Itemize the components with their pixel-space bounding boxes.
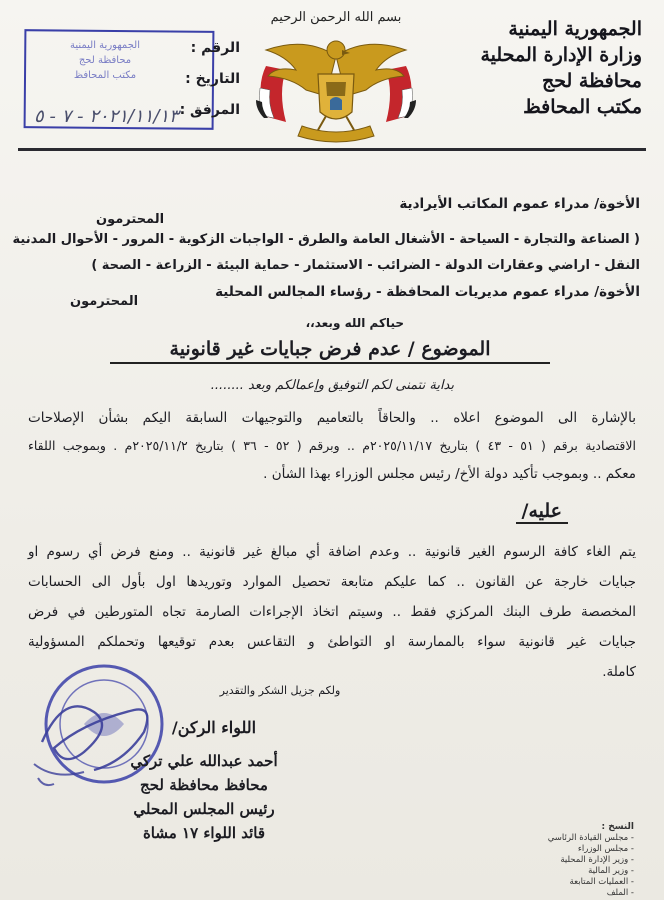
- copy-item: - مجلس الوزراء: [577, 844, 634, 854]
- stamp-line-3: مكتب المحافظ: [73, 70, 137, 81]
- addressee-line-1: [20, 196, 640, 212]
- therefore-heading: عليه/: [516, 500, 569, 524]
- paragraph-2-line-2: جبايات خارجة عن القانون .. كما عليكم متابعة تحصيل الموارد وتوريدها اول بأول الى الحسابات: [28, 574, 636, 590]
- stamp-line-1: الجمهورية اليمنية: [69, 40, 140, 51]
- paragraph-1-line-3: معكم .. وبموجب تأكيد دولة الأخ/ رئيس مجلس الوزراء بهذا الشأن .: [263, 466, 636, 482]
- signatory-name: أحمد عبدالله علي تركي: [130, 752, 278, 770]
- ref-date-label: التاريخ :: [185, 71, 240, 87]
- letterhead: [412, 16, 642, 120]
- yemen-emblem-icon: [246, 26, 426, 148]
- copy-item: - وزير الإدارة المحلية: [560, 855, 634, 865]
- copies-heading: النسخ :: [601, 822, 634, 832]
- copies-list: [454, 822, 634, 899]
- addressee-line-4: الأخوة/ مدراء عموم مديريات المحافظة - رؤساء المجالس المحلية: [215, 284, 640, 300]
- respect-label-2: المحترمون: [70, 294, 139, 309]
- paragraph-2-line-5: كاملة.: [602, 664, 636, 680]
- respect-label-1: المحترمون: [96, 212, 165, 227]
- copy-item: - الملف: [606, 888, 634, 898]
- paragraph-2-line-4: جبايات غير قانونية سواء بالممارسة او التواطئ و التقاعس بعدم توقيعها وتحملكم المسؤولية: [28, 634, 636, 650]
- paragraph-1-line-2: الاقتصادية برقم ( ٥١ - ٤٣ ) بتاريخ ٢٠٢٥/١١/١٧م .. وبرقم ( ٥٢ - ٣٦ ) بتاريخ ٢٠٢٥/١١/٢م . وبموجب اللقاء: [28, 438, 636, 453]
- letterhead-line-2: وزارة الإدارة المحلية: [480, 44, 642, 66]
- copy-item: - مجلس القيادة الرئاسي: [547, 833, 634, 843]
- opening-greeting: بداية نتمنى لكم التوفيق وإعمالكم وبعد ........: [210, 378, 454, 393]
- basmala: بسم الله الرحمن الرحيم: [270, 10, 402, 25]
- copy-item: - وزير المالية: [588, 866, 634, 876]
- stamp-line-2: محافظة لحج: [78, 55, 132, 66]
- signatory-position-2: رئيس المجلس المحلي: [133, 800, 275, 818]
- paragraph-2-line-3: المخصصة طرف البنك المركزي فقط .. وسيتم اتخاذ الإجراءات الصارمة تجاه المتورطين في فرض: [28, 604, 636, 620]
- ref-number-label: الرقم :: [190, 40, 240, 56]
- signatory-position-3: قائد اللواء ١٧ مشاة: [142, 824, 266, 842]
- ref-attachment-label: المرفق :: [179, 102, 240, 118]
- signatory-position-1: محافظ محافظة لحج: [140, 776, 268, 794]
- letterhead-line-1: الجمهورية اليمنية: [508, 18, 642, 40]
- paragraph-2-line-1: يتم الغاء كافة الرسوم الغير قانونية .. وعدم اضافة أي مبالغ غير قانونية .. ومنع فرض أي رسوم او: [28, 544, 636, 560]
- letterhead-line-4: مكتب المحافظ: [523, 96, 642, 118]
- addressee-line-2: ( الصناعة والتجارة - السياحة - الأشغال العامة والطرق - الواجبات الزكوية - المرور - الأحوال المدنية: [12, 232, 640, 247]
- letterhead-line-3: محافظة لحج: [541, 70, 642, 92]
- salutation: حياكم الله وبعد،،: [305, 316, 404, 330]
- addressee-title: الأخوة/ مدراء عموم المكاتب الأيرادية: [399, 196, 640, 212]
- header-divider: [18, 148, 646, 151]
- addressee-line-3: النقل - اراضي وعقارات الدولة - الضرائب - الاستثمار - حماية البيئة - الزراعة - الصحة ): [91, 258, 640, 273]
- handwritten-reference: ٢٠٢١/١١/١٣ - ٧ - ٥: [34, 106, 179, 127]
- signatory-rank: اللواء الركن/: [171, 718, 257, 737]
- subject-line: الموضوع / عدم فرض جبايات غير قانونية: [110, 338, 550, 364]
- copy-item: - العمليات المتابعة: [569, 877, 634, 887]
- closing-thanks: ولكم جزيل الشكر والتقدير: [219, 684, 341, 697]
- reference-stamp: [40, 38, 170, 83]
- paragraph-1-line-1: بالإشارة الى الموضوع اعلاه .. والحاقاً بالتعاميم والتوجيهات السابقة اليكم بشأن الإصلاحات: [28, 410, 636, 426]
